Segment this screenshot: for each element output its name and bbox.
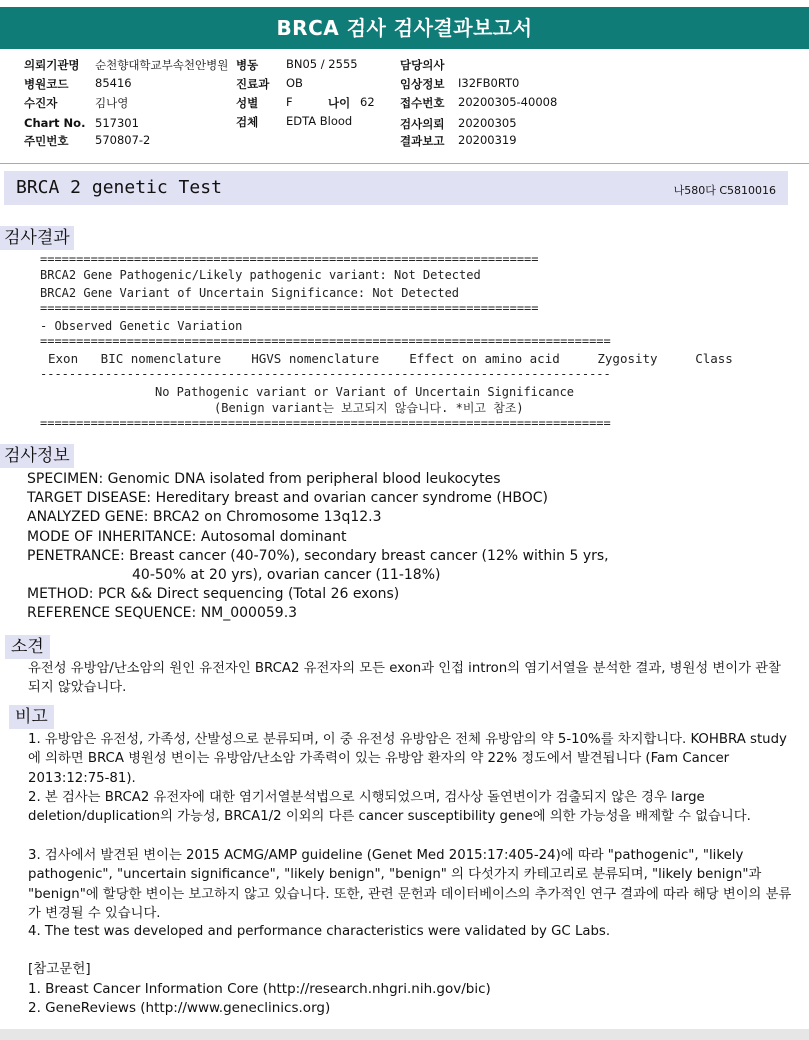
remark-item: 4. The test was developed and performance characteristics were validated by GC Labs.	[28, 924, 611, 939]
opinion-text: 유전성 유방암/난소암의 원인 유전자인 BRCA2 유전자의 모든 exon과 인접 intron의 염기서열을 분석한 결과, 병원성 변이가 관찰되지 않았습니다.	[28, 661, 781, 696]
label-department: 진료과	[236, 77, 270, 91]
value-age: 62	[360, 95, 375, 109]
variant-table-header: Exon BIC nomenclature HGVS nomenclature Effect on amino acid Zygosity Class	[48, 351, 733, 366]
label-ward: 병동	[236, 58, 259, 72]
label-specimen: 검체	[236, 115, 259, 129]
reference-item: 2. GeneReviews (http://www.geneclinics.org)	[28, 1000, 331, 1016]
result-separator: ===============================================================================	[40, 416, 611, 430]
label-doctor: 담당의사	[400, 58, 445, 72]
value-chart-no: 517301	[95, 116, 139, 130]
result-separator: =====================================================================	[40, 252, 539, 266]
label-requesting-institution: 의뢰기관명	[24, 58, 80, 72]
penetrance-info: PENETRANCE: Breast cancer (40-70%), secondary breast cancer (12% within 5 yrs,	[27, 548, 609, 564]
test-code: 나580다 C5810016	[673, 184, 776, 197]
info-divider	[0, 163, 809, 164]
section-heading-opinion: 소견	[5, 635, 50, 659]
label-clinical-info: 임상정보	[400, 77, 445, 91]
label-resident-number: 주민번호	[24, 134, 69, 148]
label-accession-number: 접수번호	[400, 96, 445, 110]
specimen-info: SPECIMEN: Genomic DNA isolated from peripheral blood leukocytes	[27, 471, 501, 487]
remark-item: 2. 본 검사는 BRCA2 유전자에 대한 염기서열분석법으로 시행되었으며, 검사상 돌연변이가 검출되지 않은 경우 large deletion/duplication의 가능성, BRCA1/2 이외의 다른 cancer susceptibility gene에 의한 가능성을 배제할 수 없습니다.	[28, 790, 751, 825]
value-request-date: 20200305	[458, 116, 517, 130]
value-resident-number: 570807-2	[95, 133, 151, 147]
value-department: OB	[286, 76, 303, 90]
section-heading-remarks: 비고	[9, 705, 54, 729]
analyzed-gene-info: ANALYZED GENE: BRCA2 on Chromosome 13q12.3	[27, 509, 382, 525]
remark-item: 1. 유방암은 유전성, 가족성, 산발성으로 분류되며, 이 중 유전성 유방암은 전체 유방암의 약 5-10%를 차지합니다. KOHBRA study에 의하면 BRCA 병원성 변이는 유방암/난소암 가족력이 있는 유방암 환자의 약 22% 정도에서 발견됩니다 (Fam Cancer 2013:12:75-81).	[28, 732, 787, 786]
label-patient: 수진자	[24, 96, 58, 110]
test-title: BRCA 2 genetic Test	[16, 177, 222, 198]
value-requesting-institution: 순천향대학교부속천안병원	[95, 58, 229, 72]
value-specimen: EDTA Blood	[286, 114, 353, 128]
value-sex: F	[286, 95, 293, 109]
value-patient: 김나영	[95, 96, 129, 110]
result-separator: -------------------------------------------------------------------------------	[40, 367, 611, 381]
footer-bar	[0, 1029, 809, 1040]
observed-variation-label: - Observed Genetic Variation	[40, 319, 243, 333]
remark-item: 3. 검사에서 발견된 변이는 2015 ACMG/AMP guideline (Genet Med 2015:17:405-24)에 따라 "pathogenic", "likely pathogenic", "uncertain significance", "likely benign", "benign" 의 다섯가지 카테고리로 분류되며, "likely benign"과 "benign"에 할당한 변이는 보고하지 않고 있습니다. 또한, 관련 문헌과 데이터베이스의 추가적인 연구 결과에 따라 해당 변이의 분류가 변경될 수 있습니다.	[28, 848, 792, 922]
result-separator: ===============================================================================	[40, 334, 611, 348]
no-variant-message: No Pathogenic variant or Variant of Uncertain Significance	[155, 385, 575, 399]
inheritance-info: MODE OF INHERITANCE: Autosomal dominant	[27, 529, 347, 545]
value-accession-number: 20200305-40008	[458, 95, 558, 109]
test-title-bar	[4, 171, 788, 205]
label-hospital-code: 병원코드	[24, 77, 69, 91]
benign-note: (Benign variant는 보고되지 않습니다. *비고 참조)	[214, 401, 524, 415]
label-chart-no: Chart No.	[24, 116, 86, 130]
result-separator: =====================================================================	[40, 301, 539, 315]
label-age: 나이	[328, 96, 351, 110]
references-title: [참고문헌]	[28, 961, 91, 977]
reference-item: 1. Breast Cancer Information Core (http://research.nhgri.nih.gov/bic)	[28, 981, 491, 997]
result-pathogenic-line: BRCA2 Gene Pathogenic/Likely pathogenic variant: Not Detected	[40, 268, 481, 282]
target-disease-info: TARGET DISEASE: Hereditary breast and ovarian cancer syndrome (HBOC)	[27, 490, 548, 506]
value-clinical-info: I32FB0RT0	[458, 76, 520, 90]
method-info: METHOD: PCR && Direct sequencing (Total 26 exons)	[27, 586, 400, 602]
label-request-date: 검사의뢰	[400, 117, 445, 131]
label-sex: 성별	[236, 96, 259, 110]
section-heading-test-info: 검사정보	[0, 444, 74, 468]
penetrance-info-continued: 40-50% at 20 yrs), ovarian cancer (11-18%)	[132, 567, 441, 583]
label-report-date: 결과보고	[400, 134, 445, 148]
result-vus-line: BRCA2 Gene Variant of Uncertain Significance: Not Detected	[40, 286, 460, 300]
value-ward: BN05 / 2555	[286, 57, 358, 71]
section-heading-results: 검사결과	[0, 226, 74, 250]
reference-sequence-info: REFERENCE SEQUENCE: NM_000059.3	[27, 605, 298, 621]
report-title: BRCA 검사 검사결과보고서	[0, 7, 809, 49]
value-report-date: 20200319	[458, 133, 517, 147]
value-hospital-code: 85416	[95, 76, 132, 90]
patient-info	[0, 52, 809, 164]
